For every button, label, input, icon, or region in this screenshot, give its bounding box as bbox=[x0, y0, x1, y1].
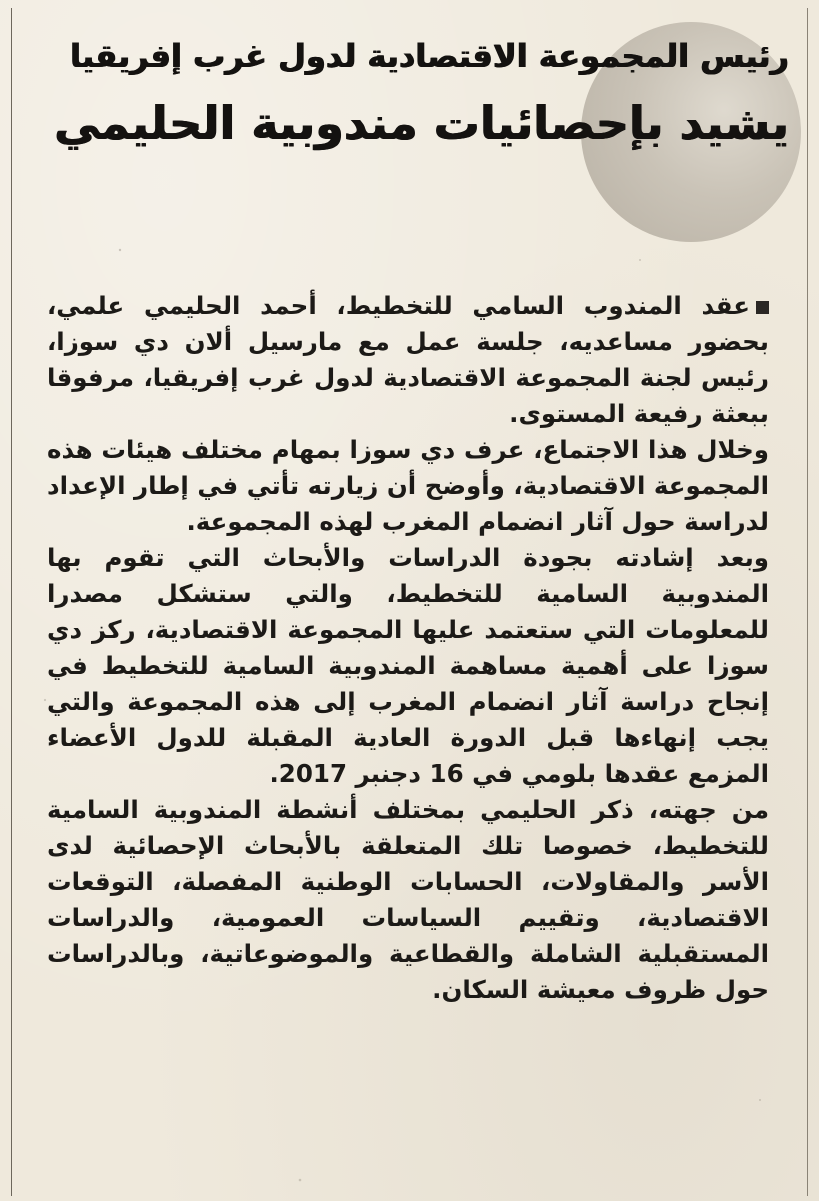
paragraph-2-text: وخلال هذا الاجتماع، عرف دي سوزا بمهام مختلف هيئات هذه المجموعة الاقتصادية، وأوضح أن زيارته تأتي في إطار الإعداد لدراسة حول آثار انضمام المغرب لهذه المجموعة. bbox=[47, 435, 769, 536]
headline-line-1: رئيس المجموعة الاقتصادية لدول غرب إفريقيا bbox=[70, 37, 789, 75]
article-paragraph-2 bbox=[47, 432, 769, 540]
article-paragraph-4 bbox=[47, 792, 769, 1008]
paragraph-1-text: عقد المندوب السامي للتخطيط، أحمد الحليمي علمي، بحضور مساعديه، جلسة عمل مع مارسيل ألان دي سوزا، رئيس لجنة المجموعة الاقتصادية لدول غرب إفريقيا، مرفوقا ببعثة رفيعة المستوى. bbox=[47, 291, 769, 428]
article-body bbox=[47, 288, 769, 1008]
headline-line-2: يشيد بإحصائيات مندوبية الحليمي bbox=[54, 96, 789, 150]
headline bbox=[49, 30, 789, 150]
paragraph-marker-icon bbox=[756, 301, 769, 314]
paragraph-4-text: من جهته، ذكر الحليمي بمختلف أنشطة المندوبية السامية للتخطيط، خصوصا تلك المتعلقة بالأبحاث الإحصائية لدى الأسر والمقاولات، الحسابات الوطنية المفصلة، التوقعات الاقتصادية، وتقييم السياسات العمومية، والدراسات المستقبلية الشاملة والقطاعية والموضوعاتية، وبالدراسات حول ظروف معيشة السكان. bbox=[47, 795, 769, 1004]
article-paragraph-1 bbox=[47, 288, 769, 432]
paragraph-3-text: وبعد إشادته بجودة الدراسات والأبحاث التي تقوم بها المندوبية السامية للتخطيط، والتي ستشكل مصدرا للمعلومات التي ستعتمد عليها المجموعة الاقتصادية، ركز دي سوزا على أهمية مساهمة المندوبية السامية للتخطيط في إنجاح دراسة آثار انضمام المغرب إلى هذه المجموعة والتي يجب إنهاءها قبل الدورة العادية المقبلة للدول الأعضاء المزمع عقدها بلومي في 16 دجنبر 2017. bbox=[47, 543, 769, 788]
article-paragraph-3 bbox=[47, 540, 769, 792]
